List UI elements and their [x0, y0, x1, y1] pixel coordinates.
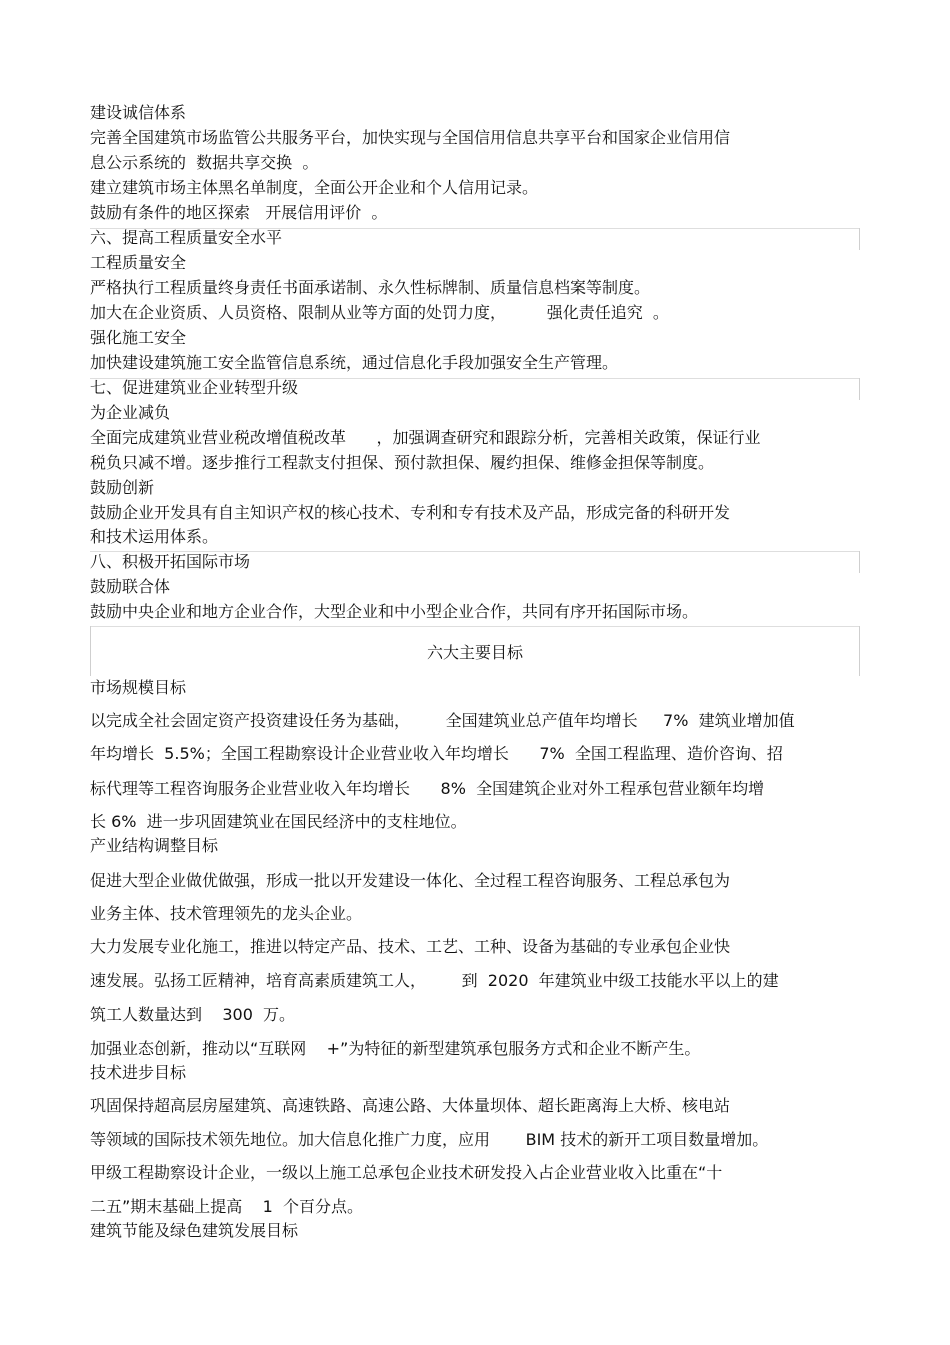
paragraph-line: 业务主体、技术管理领先的龙头企业。 [90, 904, 363, 923]
paragraph-line: 严格执行工程质量终身责任书面承诺制、永久性标牌制、质量信息档案等制度。 [90, 278, 651, 297]
paragraph-line: 长 6% 进一步巩固建筑业在国民经济中的支柱地位。 [90, 812, 467, 831]
section-heading: 建设诚信体系 [90, 103, 187, 122]
subsection-heading: 强化施工安全 [90, 328, 187, 347]
paragraph-line: 完善全国建筑市场监管公共服务平台，加快实现与全国信用信息共享平台和国家企业信用信 [90, 128, 731, 147]
paragraph-line: 速发展。弘扬工匠精神，培育高素质建筑工人， 到 2020 年建筑业中级工技能水平以上的建 [90, 971, 779, 990]
paragraph-line: 鼓励有条件的地区探索 开展信用评价 。 [90, 203, 388, 222]
subsection-heading: 为企业减负 [90, 403, 171, 422]
paragraph-line: 大力发展专业化施工，推进以特定产品、技术、工艺、工种、设备为基础的专业承包企业快 [90, 937, 731, 956]
divider [859, 378, 860, 400]
paragraph-line: 税负只减不增。逐步推行工程款支付担保、预付款担保、履约担保、维修金担保等制度。 [90, 453, 715, 472]
subsection-heading: 技术进步目标 [90, 1063, 187, 1082]
paragraph-line: 和技术运用体系。 [90, 527, 219, 546]
subsection-heading: 产业结构调整目标 [90, 836, 219, 855]
paragraph-line: 甲级工程勘察设计企业，一级以上施工总承包企业技术研发投入占企业营业收入比重在“十 [90, 1163, 723, 1182]
paragraph-line: 息公示系统的 数据共享交换 。 [90, 153, 319, 172]
paragraph-line: 促进大型企业做优做强，形成一批以开发建设一体化、全过程工程咨询服务、工程总承包为 [90, 871, 731, 890]
section-heading: 六、提高工程质量安全水平 [90, 228, 283, 247]
paragraph-line: 等领域的国际技术领先地位。加大信息化推广力度，应用 BIM 技术的新开工项目数量增加。 [90, 1130, 769, 1149]
subsection-heading: 鼓励联合体 [90, 577, 171, 596]
paragraph-line: 巩固保持超高层房屋建筑、高速铁路、高速公路、大体量坝体、超长距离海上大桥、核电站 [90, 1096, 731, 1115]
paragraph-line: 标代理等工程咨询服务企业营业收入年均增长 8% 全国建筑企业对外工程承包营业额年均增 [90, 779, 765, 798]
section-heading: 八、积极开拓国际市场 [90, 552, 251, 571]
paragraph-line: 加大在企业资质、人员资格、限制从业等方面的处罚力度， 强化责任追究 。 [90, 303, 669, 322]
paragraph-line: 建立建筑市场主体黑名单制度，全面公开企业和个人信用记录。 [90, 178, 539, 197]
subsection-heading: 工程质量安全 [90, 253, 187, 272]
paragraph-line: 加强业态创新，推动以“互联网 +”为特征的新型建筑承包服务方式和企业不断产生。 [90, 1039, 701, 1058]
section-heading: 七、促进建筑业企业转型升级 [90, 378, 299, 397]
paragraph-line: 年均增长 5.5%；全国工程勘察设计企业营业收入年均增长 7% 全国工程监理、造价咨询、招 [90, 744, 783, 763]
paragraph-line: 鼓励中央企业和地方企业合作，大型企业和中小型企业合作，共同有序开拓国际市场。 [90, 602, 699, 621]
subsection-heading: 市场规模目标 [90, 678, 187, 697]
paragraph-line: 二五”期末基础上提高 1 个百分点。 [90, 1197, 363, 1216]
subsection-heading: 建筑节能及绿色建筑发展目标 [90, 1221, 299, 1240]
centered-title: 六大主要目标 [426, 643, 523, 662]
paragraph-line: 鼓励企业开发具有自主知识产权的核心技术、专利和专有技术及产品，形成完备的科研开发 [90, 503, 731, 522]
divider [859, 228, 860, 250]
paragraph-line: 筑工人数量达到 300 万。 [90, 1005, 296, 1024]
paragraph-line: 全面完成建筑业营业税改增值税改革 ，加强调查研究和跟踪分析，完善相关政策，保证行业 [90, 428, 761, 447]
paragraph-line: 以完成全社会固定资产投资建设任务为基础， 全国建筑业总产值年均增长 7% 建筑业增加值 [90, 711, 795, 730]
paragraph-line: 加快建设建筑施工安全监管信息系统，通过信息化手段加强安全生产管理。 [90, 353, 619, 372]
divider [859, 551, 860, 573]
divider [90, 626, 860, 627]
subsection-heading: 鼓励创新 [90, 478, 155, 497]
